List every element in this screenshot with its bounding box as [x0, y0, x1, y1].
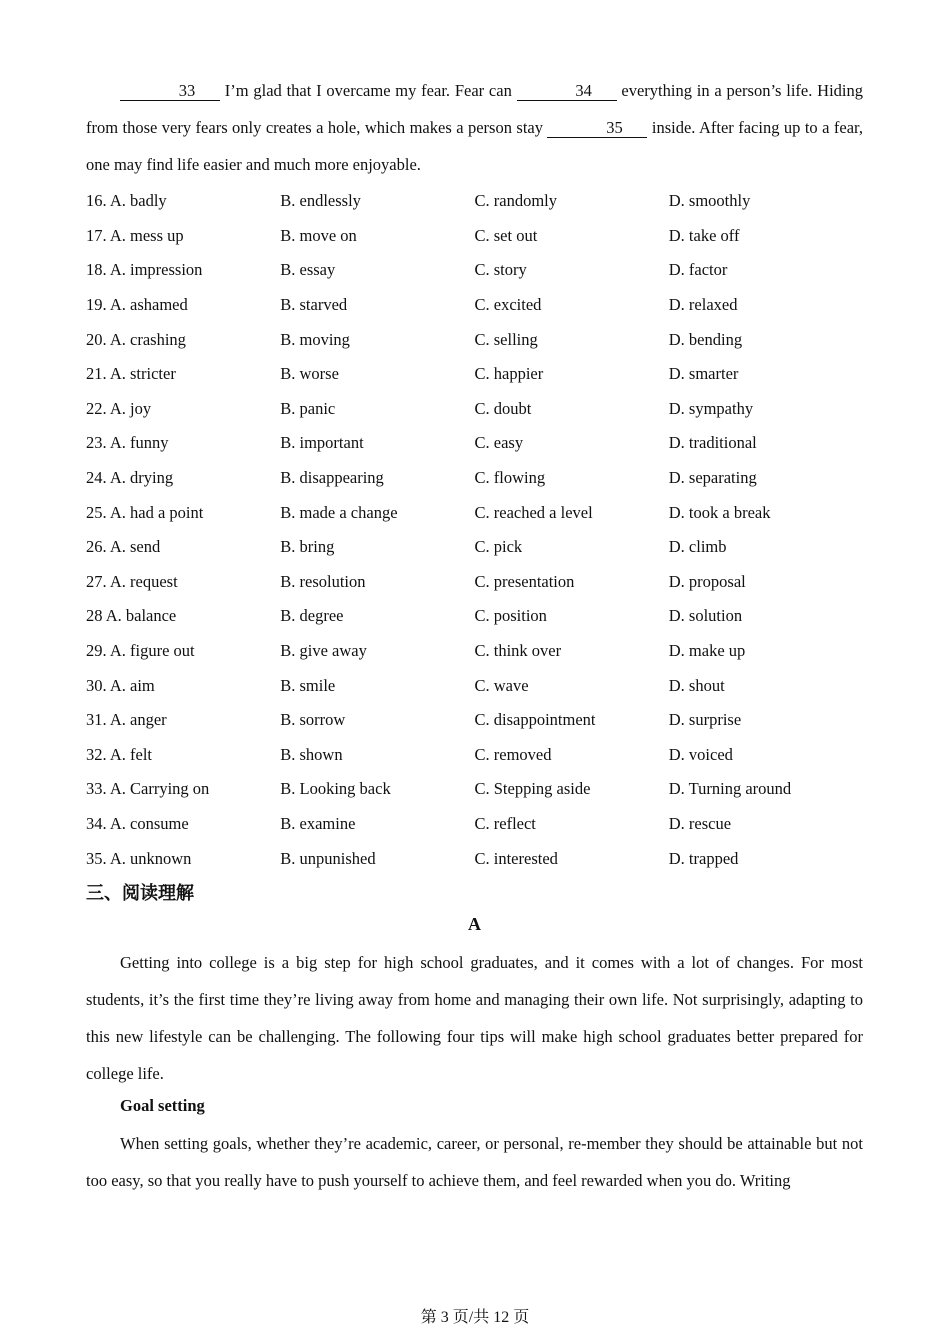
option-choice: 17. A. mess up [86, 225, 184, 245]
blank-33: 33 [120, 82, 220, 101]
option-choice: C. presentation [474, 571, 575, 591]
option-choice: D. climb [668, 537, 727, 557]
option-choice: B. unpunished [280, 848, 376, 868]
option-choice: C. flowing [474, 468, 546, 488]
option-choice: B. shown [280, 744, 343, 764]
passage-letter: A [468, 914, 481, 934]
option-row [86, 219, 863, 254]
option-choice: C. position [474, 606, 547, 626]
option-choice: D. proposal [668, 571, 746, 591]
option-choice: C. randomly [474, 191, 557, 211]
option-choice: 21. A. stricter [86, 364, 176, 384]
option-choice: D. bending [668, 329, 743, 349]
passage-paragraph-1: Getting into college is a big step for high school graduates, and it comes with a lot of changes. For most students, it’s the first time they’re living away from home and managing their own life. Not surprisingly, adapting to this new lifestyle can be challenging. The following four tips will make high school graduates better prepared for college life. [86, 953, 863, 1083]
option-choice: D. solution [668, 606, 743, 626]
option-row [86, 184, 863, 219]
option-choice: 16. A. badly [86, 191, 167, 211]
option-choice: B. worse [280, 364, 339, 384]
option-row [86, 565, 863, 600]
section-title: 三、阅读理解 [86, 883, 194, 904]
option-choice: C. pick [474, 537, 523, 557]
option-choice: 23. A. funny [86, 433, 169, 453]
option-row [86, 288, 863, 323]
option-choice: C. reached a level [474, 502, 593, 522]
option-choice: 33. A. Carrying on [86, 779, 210, 799]
option-choice: D. smarter [668, 364, 739, 384]
option-choice: D. factor [668, 260, 728, 280]
option-choice: C. think over [474, 641, 562, 661]
option-choice: D. traditional [668, 433, 757, 453]
option-row [86, 599, 863, 634]
option-choice: B. examine [280, 813, 356, 833]
option-choice: 35. A. unknown [86, 848, 192, 868]
option-row [86, 426, 863, 461]
option-choice: B. Looking back [280, 779, 391, 799]
option-row [86, 530, 863, 565]
option-row [86, 738, 863, 773]
option-choice: C. interested [474, 848, 558, 868]
cloze-text-1: I’m glad that I overcame my fear. Fear can [220, 81, 517, 100]
option-choice: C. happier [474, 364, 544, 384]
option-choice: 28 A. balance [86, 606, 177, 626]
option-row [86, 357, 863, 392]
option-choice: 29. A. figure out [86, 641, 195, 661]
option-choice: C. story [474, 260, 527, 280]
option-choice: 22. A. joy [86, 398, 152, 418]
option-row [86, 461, 863, 496]
option-choice: D. take off [668, 225, 740, 245]
options-list [86, 184, 863, 876]
option-row [86, 807, 863, 842]
option-choice: B. give away [280, 641, 367, 661]
option-choice: B. degree [280, 606, 344, 626]
option-choice: D. Turning around [668, 779, 792, 799]
option-row [86, 495, 863, 530]
option-choice: C. selling [474, 329, 538, 349]
option-choice: 25. A. had a point [86, 502, 204, 522]
option-row [86, 703, 863, 738]
option-choice: B. moving [280, 329, 350, 349]
option-choice: D. took a break [668, 502, 771, 522]
option-choice: 20. A. crashing [86, 329, 186, 349]
option-choice: 18. A. impression [86, 260, 203, 280]
option-choice: 32. A. felt [86, 744, 152, 764]
option-choice: 24. A. drying [86, 468, 174, 488]
option-choice: D. sympathy [668, 398, 754, 418]
option-choice: C. easy [474, 433, 524, 453]
option-choice: C. doubt [474, 398, 532, 418]
option-choice: B. essay [280, 260, 336, 280]
cloze-paragraph [86, 72, 863, 183]
option-choice: B. starved [280, 295, 348, 315]
blank-34: 34 [517, 82, 617, 101]
option-choice: 19. A. ashamed [86, 295, 188, 315]
option-row [86, 772, 863, 807]
option-choice: C. removed [474, 744, 552, 764]
option-choice: D. rescue [668, 813, 732, 833]
option-choice: C. disappointment [474, 710, 596, 730]
option-choice: 31. A. anger [86, 710, 167, 730]
option-choice: D. voiced [668, 744, 733, 764]
option-choice: D. relaxed [668, 295, 738, 315]
option-choice: D. smoothly [668, 191, 751, 211]
option-choice: B. bring [280, 537, 335, 557]
option-row [86, 668, 863, 703]
option-choice: C. reflect [474, 813, 536, 833]
option-row [86, 322, 863, 357]
option-choice: C. wave [474, 675, 529, 695]
option-choice: B. panic [280, 398, 336, 418]
option-choice: C. set out [474, 225, 538, 245]
option-choice: B. endlessly [280, 191, 361, 211]
option-choice: B. made a change [280, 502, 398, 522]
option-row [86, 841, 863, 876]
option-choice: D. shout [668, 675, 725, 695]
option-choice: B. important [280, 433, 364, 453]
option-choice: 26. A. send [86, 537, 161, 557]
option-choice: D. make up [668, 641, 746, 661]
option-choice: B. sorrow [280, 710, 346, 730]
page-footer: 第 3 页/共 12 页 [420, 1309, 530, 1326]
option-choice: D. surprise [668, 710, 742, 730]
option-choice: 27. A. request [86, 571, 178, 591]
option-choice: 34. A. consume [86, 813, 189, 833]
passage-paragraph-2: When setting goals, whether they’re academic, career, or personal, re-member they should be attainable but not too easy, so that you really have to push yourself to achieve them, and feel rewarded when you do. Writing [86, 1134, 863, 1190]
option-choice: C. excited [474, 295, 542, 315]
option-choice: D. trapped [668, 848, 739, 868]
option-row [86, 253, 863, 288]
subheading-goal-setting: Goal setting [120, 1096, 205, 1115]
option-choice: B. resolution [280, 571, 366, 591]
option-choice: 30. A. aim [86, 675, 155, 695]
option-row [86, 392, 863, 427]
cloze-text-3: inside. After facing up to a fear, one may find life easier and much more enjoyable. [86, 118, 863, 174]
option-choice: C. Stepping aside [474, 779, 591, 799]
option-choice: B. move on [280, 225, 357, 245]
blank-35: 35 [547, 119, 647, 138]
option-choice: D. separating [668, 468, 757, 488]
option-choice: B. smile [280, 675, 336, 695]
cloze-text-2: everything in a person’s life. Hiding from those very fears only creates a hole, which makes a person stay [86, 81, 863, 137]
option-choice: B. disappearing [280, 468, 384, 488]
option-row [86, 634, 863, 669]
